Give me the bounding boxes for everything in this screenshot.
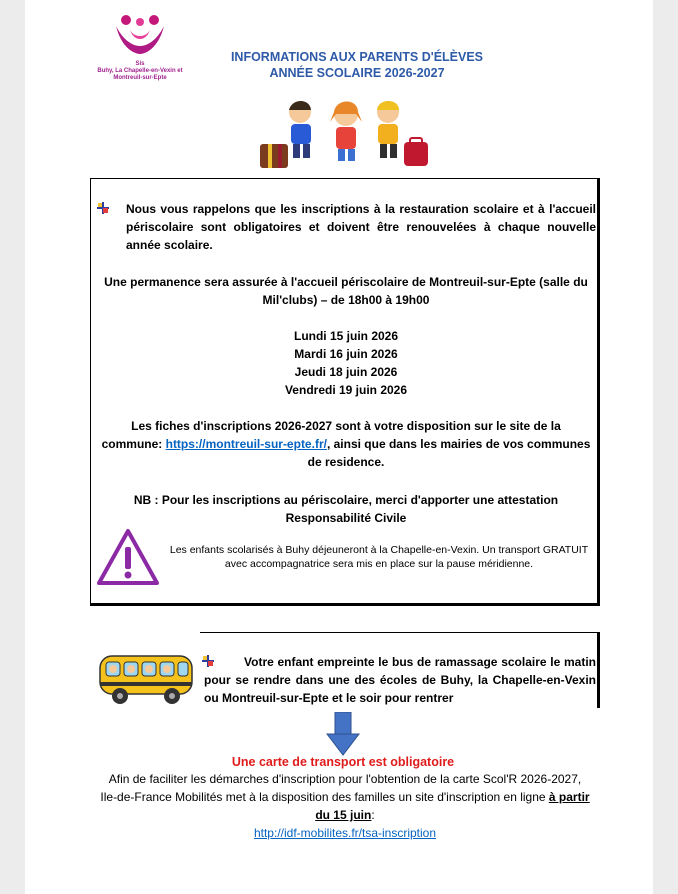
transport-text — [100, 770, 590, 842]
date-item: Lundi 15 juin 2026 — [293, 329, 399, 343]
idf-mobilites-link[interactable]: http://idf-mobilites.fr/tsa-inscription — [253, 826, 437, 840]
date-item: Mardi 16 juin 2026 — [294, 347, 398, 361]
logo-org-line2: Montreuil-sur-Epte — [113, 75, 167, 81]
bus-text — [204, 653, 596, 707]
transport-colon: : — [371, 808, 375, 822]
inscription-info-box — [90, 178, 600, 606]
bus-info-box — [200, 632, 600, 708]
title-line2: ANNÉE SCOLAIRE 2026-2027 — [269, 66, 445, 80]
children-illustration-icon — [254, 98, 434, 170]
page-title — [222, 49, 492, 81]
intro-text: Nous vous rappelons que les inscriptions à la restauration scolaire et à l'accueil périscolaire sont obligatoires et doivent être renouvelées à chaque nouvelle année scolaire. — [126, 202, 596, 252]
transport-deadline: à partir du 15 juin — [315, 790, 590, 822]
logo — [95, 12, 185, 82]
commune-website-link[interactable]: https://montreuil-sur-epte.fr/ — [165, 437, 327, 451]
fiches-text — [101, 417, 591, 471]
transport-text-body: Afin de faciliter les démarches d'inscription pour l'obtention de la carte Scol'R 2026-2027, Ile-de-France Mobilités met à la disposition des familles un site d'inscription en ligne — [100, 772, 582, 804]
title-line1: INFORMATIONS AUX PARENTS D'ÉLÈVES — [230, 50, 484, 64]
fiches-text-before: Les fiches d'inscriptions 2026-2027 sont à votre disposition sur le site de la commune: — [101, 419, 561, 451]
bus-text-content: Votre enfant empreinte le bus de ramassage scolaire le matin pour se rendre dans une des écoles de Buhy, la Chapelle-en-Vexin ou Montreuil-sur-Epte et le soir pour rentrer — [204, 655, 596, 705]
logo-name: Sis — [135, 61, 145, 67]
nb-text: NB : Pour les inscriptions au périscolaire, merci d'apporter une attestation Responsabilité Civile — [133, 493, 559, 525]
fiches-text-after: , ainsi que dans les mairies de vos communes de residence. — [307, 437, 591, 469]
date-item: Vendredi 19 juin 2026 — [284, 383, 408, 397]
warning-icon — [95, 527, 161, 587]
warning-text: Les enfants scolarisés à Buhy déjeuneront à la Chapelle-en-Vexin. Un transport GRATUIT avec accompagnatrice sera mis en place sur la pause méridienne. — [169, 544, 589, 570]
logo-figures-icon — [112, 12, 168, 56]
school-bus-icon — [96, 650, 196, 706]
logo-org-line1: Buhy, La Chapelle-en-Vexin et — [97, 68, 183, 74]
date-item: Jeudi 18 juin 2026 — [294, 365, 398, 379]
down-arrow-icon — [326, 712, 360, 756]
bullet-icon — [97, 202, 109, 214]
transport-card-title: Une carte de transport est obligatoire — [231, 755, 455, 769]
permanence-text: Une permanence sera assurée à l'accueil périscolaire de Montreuil-sur-Epte (salle du Mil'clubs) – de 18h00 à 19h00 — [104, 275, 588, 307]
dates-list — [101, 327, 591, 399]
